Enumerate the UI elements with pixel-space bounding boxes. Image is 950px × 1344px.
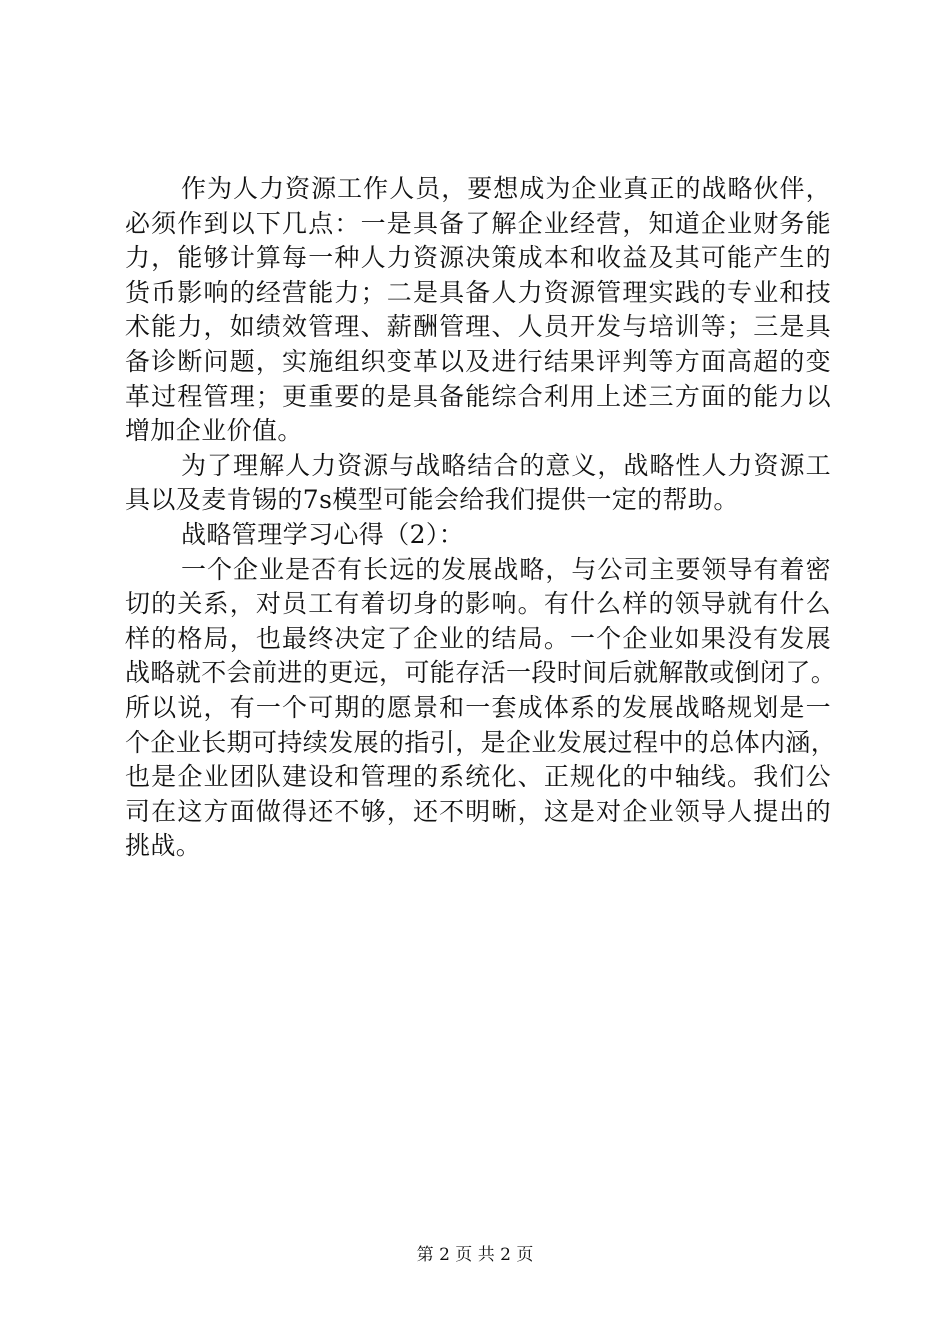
paragraph-3-line-2: 切的关系，对员工有着切身的影响。有什么样的领导就有什么: [125, 589, 831, 619]
section-heading: 战略管理学习心得（2）：: [181, 519, 465, 549]
paragraph-3-line-4: 战略就不会前进的更远，可能存活一段时间后就解散或倒闭了。: [125, 658, 837, 688]
page-footer: 第 2 页 共 2 页: [416, 1245, 534, 1265]
paragraph-1-line-7: 革过程管理；更重要的是具备能综合利用上述三方面的能力以: [125, 381, 831, 411]
paragraph-3-line-6: 个企业长期可持续发展的指引，是企业发展过程中的总体内涵，: [125, 727, 837, 757]
paragraph-1-line-4: 货币影响的经营能力；二是具备人力资源管理实践的专业和技: [125, 277, 831, 307]
paragraph-3-line-7: 也是企业团队建设和管理的系统化、正规化的中轴线。我们公: [125, 762, 831, 792]
paragraph-3-line-1: 一个企业是否有长远的发展战略，与公司主要领导有着密: [181, 554, 831, 584]
paragraph-1-line-8: 增加企业价值。: [125, 416, 303, 446]
paragraph-2-line-2: 具以及麦肯锡的7s模型可能会给我们提供一定的帮助。: [125, 485, 739, 515]
paragraph-1-line-5: 术能力，如绩效管理、薪酬管理、人员开发与培训等；三是具: [125, 312, 831, 342]
paragraph-1-line-2: 必须作到以下几点：一是具备了解企业经营，知道企业财务能: [125, 208, 831, 238]
document-body: [125, 172, 837, 864]
paragraph-3-line-8: 司在这方面做得还不够，还不明晰，这是对企业领导人提出的: [125, 796, 831, 826]
paragraph-1-line-6: 备诊断问题，实施组织变革以及进行结果评判等方面高超的变: [125, 346, 831, 376]
paragraph-3-line-3: 样的格局，也最终决定了企业的结局。一个企业如果没有发展: [125, 623, 831, 653]
paragraph-2-line-1: 为了理解人力资源与战略结合的意义，战略性人力资源工: [181, 450, 831, 480]
paragraph-3-line-5: 所以说，有一个可期的愿景和一套成体系的发展战略规划是一: [125, 692, 831, 722]
paragraph-1-line-1: 作为人力资源工作人员，要想成为企业真正的战略伙伴，: [181, 174, 831, 203]
paragraph-1-line-3: 力，能够计算每一种人力资源决策成本和收益及其可能产生的: [125, 243, 831, 273]
paragraph-3-line-9: 挑战。: [125, 831, 202, 861]
